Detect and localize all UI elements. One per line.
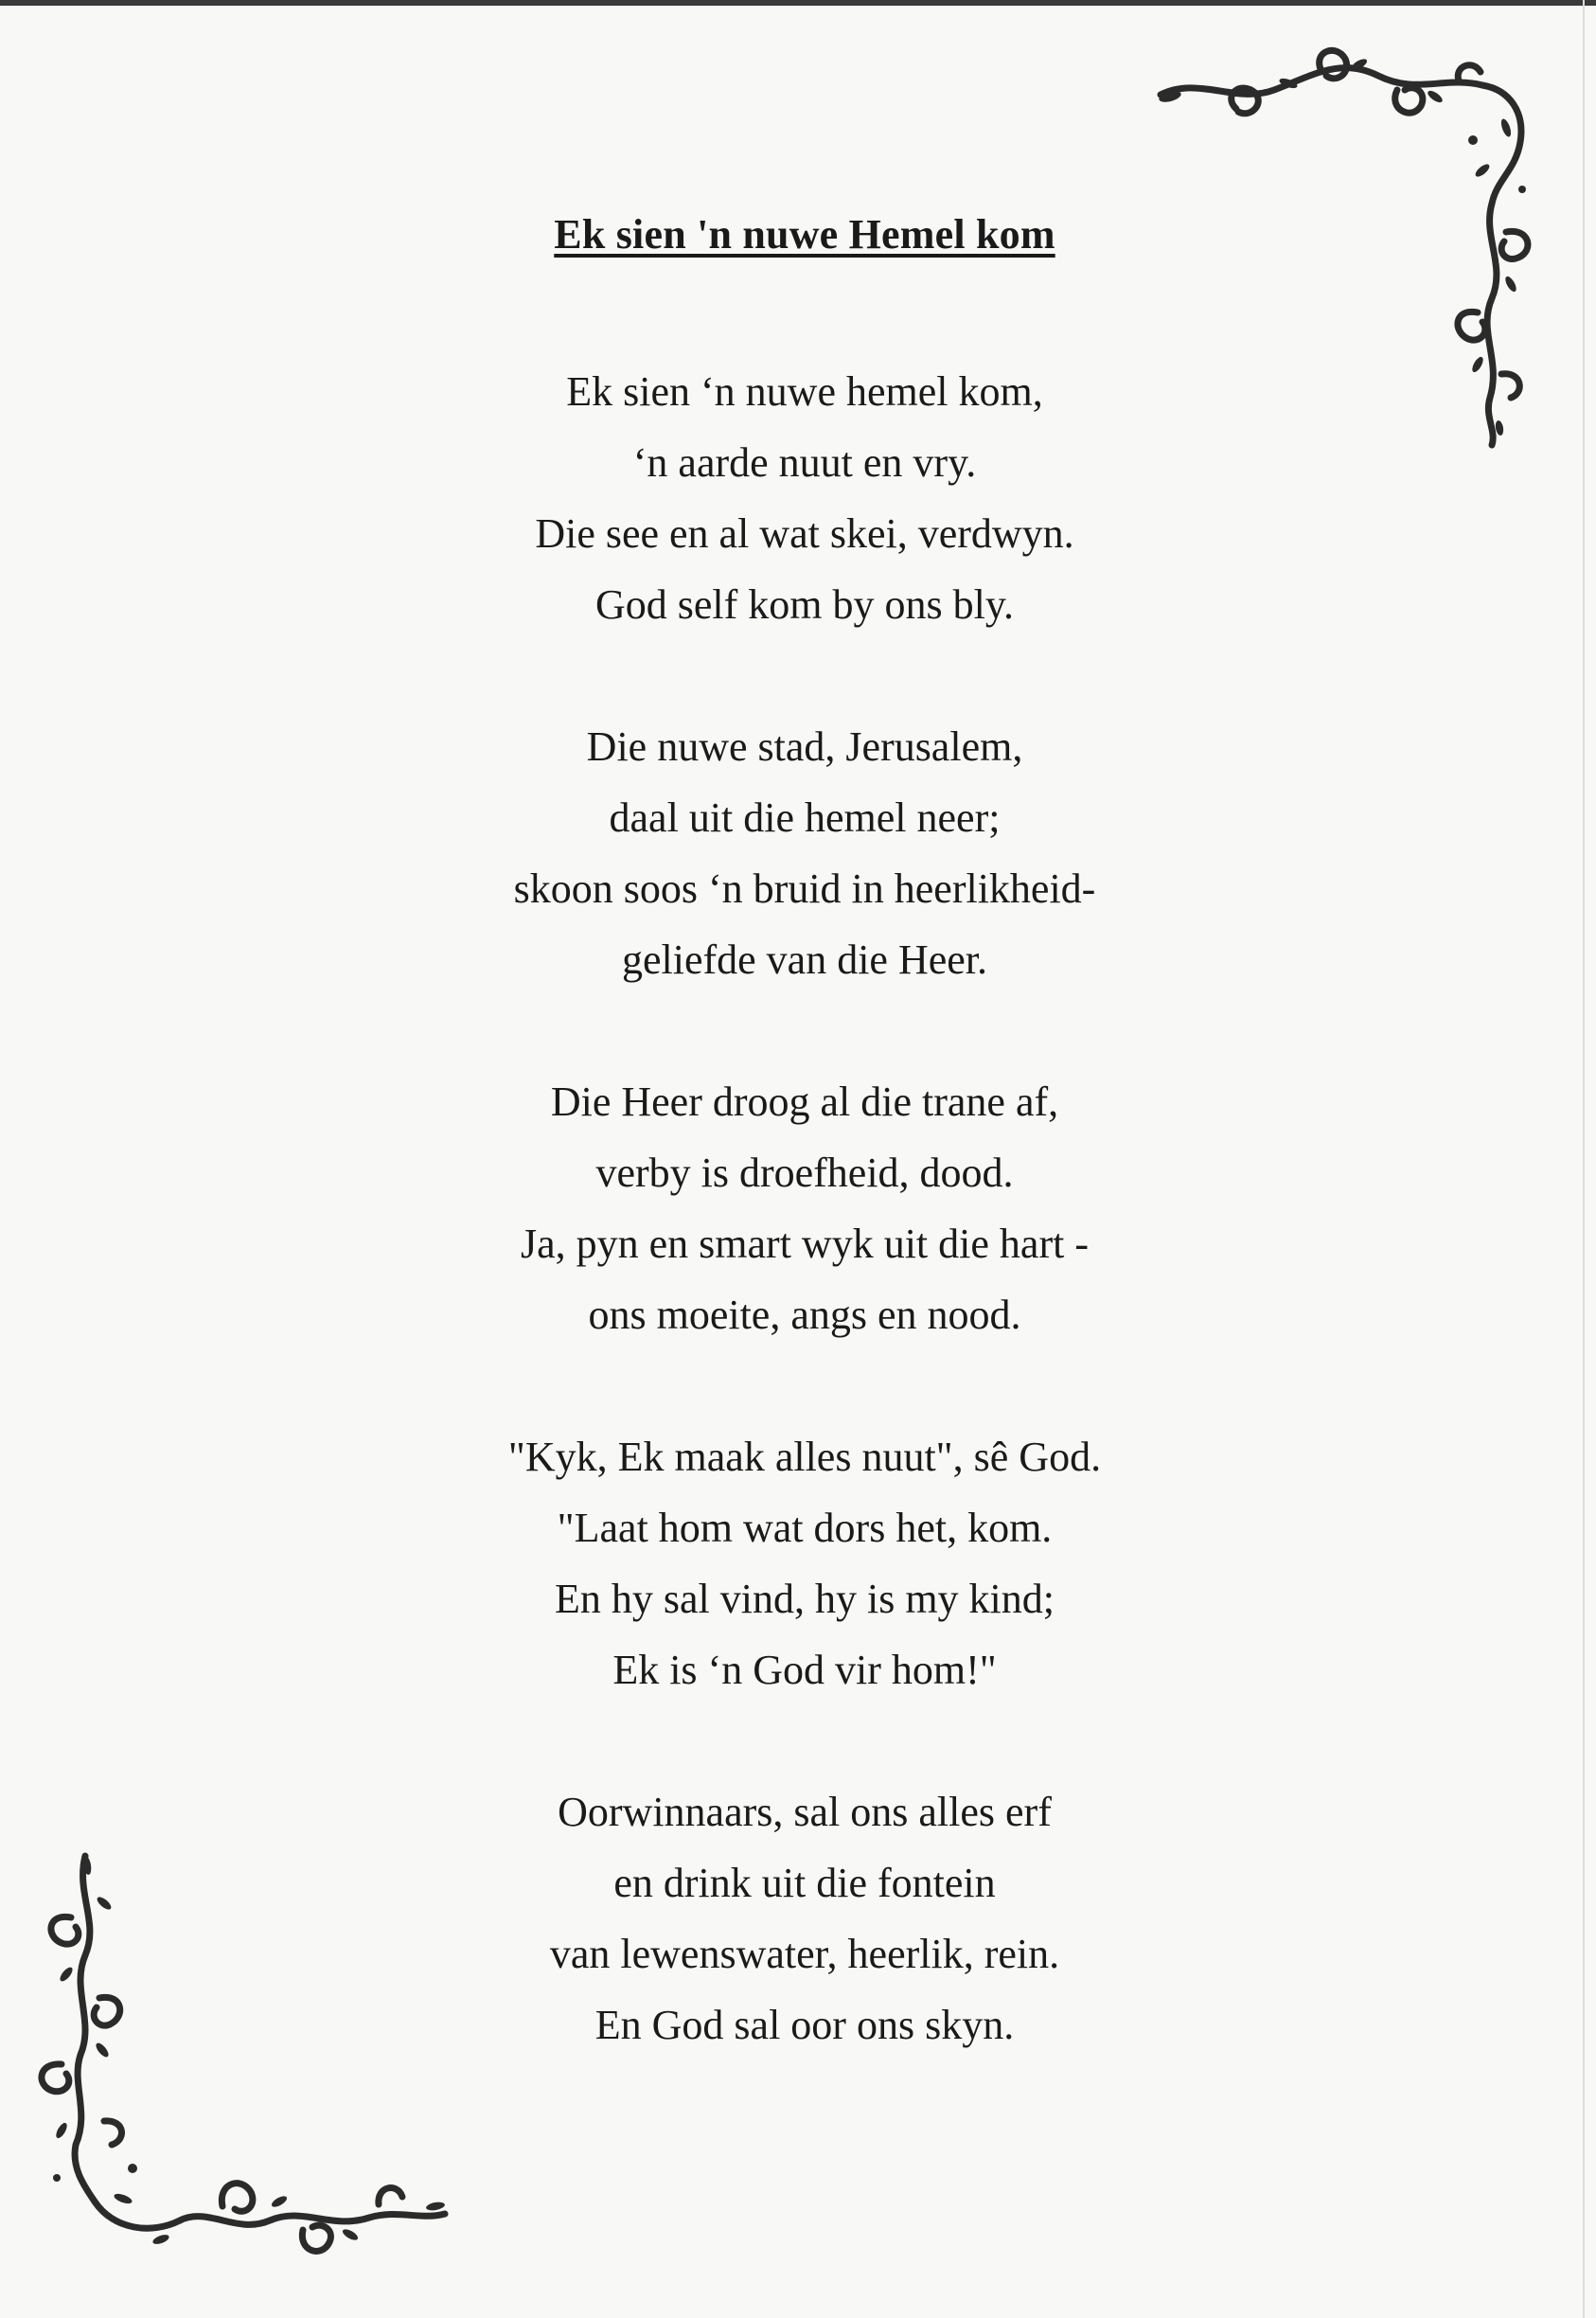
poem-line: "Kyk, Ek maak alles nuut", sê God. xyxy=(507,1434,1102,1480)
stanza xyxy=(0,356,1596,640)
poem-line: verby is droefheid, dood. xyxy=(595,1150,1014,1196)
poem-line: Die see en al wat skei, verdwyn. xyxy=(535,510,1074,557)
poem-line: En hy sal vind, hy is my kind; xyxy=(555,1576,1055,1622)
poem-title: Ek sien 'n nuwe Hemel kom xyxy=(554,211,1055,258)
poem-line: Die Heer droog al die trane af, xyxy=(550,1079,1059,1125)
poem-line: van lewenswater, heerlik, rein. xyxy=(549,1931,1060,1977)
poem-line: Die nuwe stad, Jerusalem, xyxy=(586,723,1023,770)
poem-line: God self kom by ons bly. xyxy=(594,581,1015,628)
poem-line: Ek is ‘n God vir hom!" xyxy=(612,1647,997,1693)
poem-line: "Laat hom wat dors het, kom. xyxy=(557,1505,1053,1551)
poem-line: Ek sien ‘n nuwe hemel kom, xyxy=(566,368,1043,415)
stanza xyxy=(0,1421,1596,1705)
poem-line: Oorwinnaars, sal ons alles erf xyxy=(558,1789,1052,1835)
poem-line: daal uit die hemel neer; xyxy=(609,794,1001,841)
poem-line: Ja, pyn en smart wyk uit die hart - xyxy=(521,1221,1089,1267)
stanza xyxy=(0,1776,1596,2060)
poem-body xyxy=(0,356,1596,2131)
poem-line: skoon soos ‘n bruid in heerlikheid- xyxy=(513,865,1096,912)
poem-line: geliefde van die Heer. xyxy=(621,936,988,983)
poem-line: ons moeite, angs en nood. xyxy=(588,1292,1021,1338)
stanza xyxy=(0,711,1596,995)
poem-line: ‘n aarde nuut en vry. xyxy=(632,439,977,486)
poem-line: En God sal oor ons skyn. xyxy=(594,2002,1015,2048)
stanza xyxy=(0,1066,1596,1350)
poem-line: en drink uit die fontein xyxy=(613,1860,996,1906)
